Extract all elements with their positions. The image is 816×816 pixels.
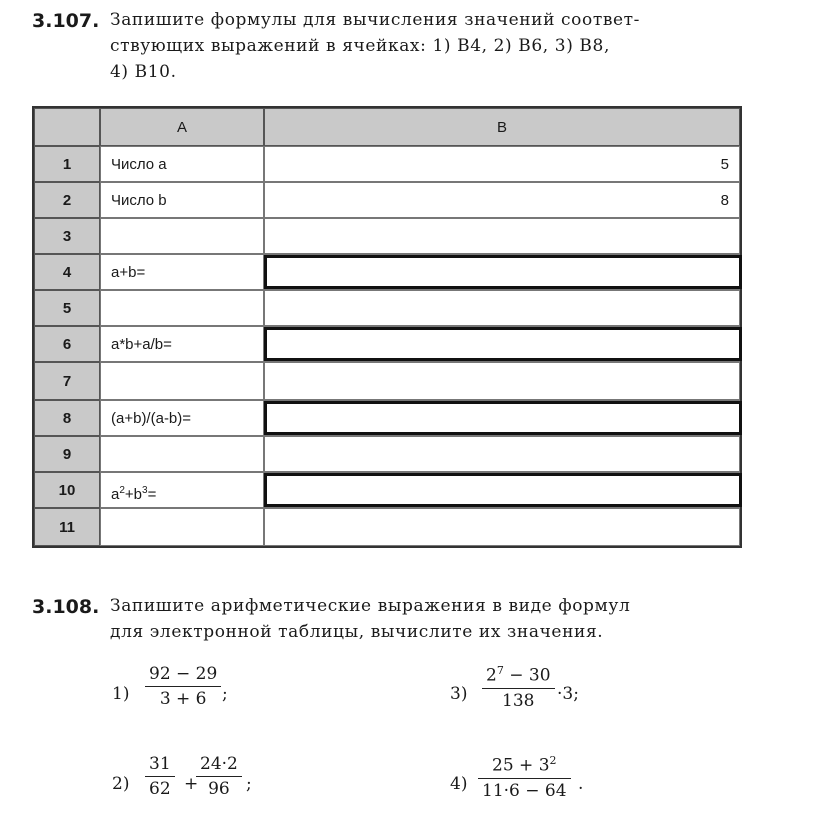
cell-a11[interactable] xyxy=(100,508,264,546)
item-1-denominator: 3 + 6 xyxy=(145,686,221,709)
item-2-tail: ; xyxy=(246,774,252,794)
problem-number-3-107: 3.107. xyxy=(32,10,100,32)
cell-b11[interactable] xyxy=(264,508,740,546)
cell-a10-plus-b: +b xyxy=(124,486,143,503)
cell-a10-equals: = xyxy=(147,486,157,503)
item-2-denominator-2: 96 xyxy=(196,776,242,799)
row-header-11[interactable]: 11 xyxy=(34,508,100,546)
row-header-9[interactable]: 9 xyxy=(34,436,100,472)
cell-a10-base-a: a xyxy=(111,486,120,503)
cell-a9[interactable] xyxy=(100,436,264,472)
cell-a10[interactable] xyxy=(100,472,264,508)
item-2-fraction-2 xyxy=(196,754,242,799)
item-3-denominator: 138 xyxy=(482,688,555,711)
item-3-exponent: 7 xyxy=(496,664,504,677)
cell-a5[interactable] xyxy=(100,290,264,326)
corner-header xyxy=(34,108,100,146)
answer-box-b6[interactable] xyxy=(264,327,742,361)
row-header-5[interactable]: 5 xyxy=(34,290,100,326)
item-4-tail: . xyxy=(578,774,584,794)
cell-b9[interactable] xyxy=(264,436,740,472)
row-header-10[interactable]: 10 xyxy=(34,472,100,508)
problem-3-107-line-1: Запишите формулы для вычисления значений соответ- xyxy=(110,10,641,30)
cell-a3[interactable] xyxy=(100,218,264,254)
column-header-a[interactable]: A xyxy=(100,108,264,146)
row-header-1[interactable]: 1 xyxy=(34,146,100,182)
item-1-numerator: 92 − 29 xyxy=(149,664,218,684)
item-3-base: 2 xyxy=(486,665,497,686)
column-header-b[interactable]: B xyxy=(264,108,740,146)
row-header-7[interactable]: 7 xyxy=(34,362,100,400)
row-header-2[interactable]: 2 xyxy=(34,182,100,218)
item-3-tail: ·3; xyxy=(557,684,579,704)
cell-a6[interactable]: a*b+a/b= xyxy=(100,326,264,362)
item-3-numerator-rest: − 30 xyxy=(503,665,551,686)
item-4-label: 4) xyxy=(450,774,468,794)
item-3-fraction xyxy=(482,664,555,711)
problem-number-3-108: 3.108. xyxy=(32,596,100,618)
cell-a10-exp-3: 3 xyxy=(142,485,148,496)
cell-a7[interactable] xyxy=(100,362,264,400)
cell-a1[interactable]: Число a xyxy=(100,146,264,182)
row-header-8[interactable]: 8 xyxy=(34,400,100,436)
item-2-label: 2) xyxy=(112,774,130,794)
problem-3-108-line-1: Запишите арифметические выражения в виде формул xyxy=(110,596,631,616)
item-1-fraction xyxy=(145,664,221,709)
answer-box-b8[interactable] xyxy=(264,401,742,435)
cell-b7[interactable] xyxy=(264,362,740,400)
item-3-numerator xyxy=(482,664,555,688)
item-1-tail: ; xyxy=(222,684,228,704)
cell-a8[interactable]: (a+b)/(a-b)= xyxy=(100,400,264,436)
cell-a10-exp-2: 2 xyxy=(119,485,125,496)
cell-a2[interactable]: Число b xyxy=(100,182,264,218)
item-4-numerator-base: 25 + 3 xyxy=(492,755,550,776)
item-1-label: 1) xyxy=(112,684,130,704)
spreadsheet xyxy=(32,106,742,548)
item-4-exponent: 2 xyxy=(549,754,557,767)
answer-box-b10[interactable] xyxy=(264,473,742,507)
answer-box-b4[interactable] xyxy=(264,255,742,289)
row-header-6[interactable]: 6 xyxy=(34,326,100,362)
cell-b2[interactable]: 8 xyxy=(264,182,740,218)
item-4-numerator xyxy=(478,754,571,778)
item-2-denominator-1: 62 xyxy=(145,776,175,799)
item-2-numerator-2: 24·2 xyxy=(200,754,238,774)
item-2-numerator-1: 31 xyxy=(149,754,171,774)
cell-b3[interactable] xyxy=(264,218,740,254)
item-4-denominator: 11·6 − 64 xyxy=(478,778,571,801)
problem-3-108-line-2: для электронной таблицы, вычислите их значения. xyxy=(110,622,604,642)
problem-3-107-line-2: ствующих выражений в ячейках: 1) B4, 2) B6, 3) B8, xyxy=(110,36,610,56)
cell-b5[interactable] xyxy=(264,290,740,326)
cell-a4[interactable]: a+b= xyxy=(100,254,264,290)
row-header-4[interactable]: 4 xyxy=(34,254,100,290)
item-4-fraction xyxy=(478,754,571,801)
item-3-label: 3) xyxy=(450,684,468,704)
problem-3-107-line-3: 4) B10. xyxy=(110,62,177,82)
cell-b1[interactable]: 5 xyxy=(264,146,740,182)
item-2-plus: + xyxy=(184,774,199,794)
row-header-3[interactable]: 3 xyxy=(34,218,100,254)
item-2-fraction-1 xyxy=(145,754,175,799)
